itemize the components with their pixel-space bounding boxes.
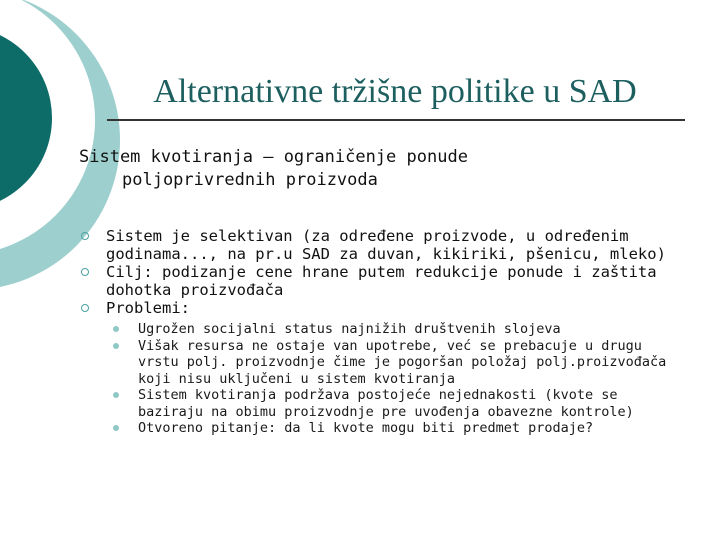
sub-bullet-text: Višak resursa ne ostaje van upotrebe, već se prebacuje u drugu vrstu polj. proizvodnje čime je pogoršan položaj polj.proizvođača koji nisu uključeni u sistem kvotiranja [138,337,667,387]
list-item [106,420,688,437]
sub-bullet-text: Ugrožen socijalni status najnižih društvenih slojeva [138,321,561,337]
sub-bullet-text: Sistem kvotiranja podržava postojeće nejednakosti (kvote se baziraju na obimu proizvodnje pre uvođenja obavezne kontrole) [138,387,634,420]
bullet-text: Sistem je selektivan (za određene proizvode, u određenim godinama..., na pr.u SAD za duvan, kikiriki, pšenicu, mleko) [106,227,666,263]
bullet-text: Problemi: [106,299,190,317]
list-item [106,338,688,388]
bullet-text: Cilj: podizanje cene hrane putem redukcije ponude i zaštita dohotka proizvođača [106,263,657,299]
dot-bullet-icon [113,392,119,398]
slide-title: Alternativne tržišne politike u SAD [153,73,637,110]
list-item [106,387,688,420]
list-item [78,299,688,437]
dot-bullet-icon [113,326,119,332]
list-item [78,227,688,263]
ring-bullet-icon [81,232,89,240]
title-divider [107,119,685,121]
list-item [106,321,688,338]
intro-heading [79,146,699,192]
intro-line-2: poljoprivrednih proizvoda [122,170,378,190]
ring-bullet-icon [81,304,89,312]
sub-bullet-list [106,321,688,437]
intro-line-1: Sistem kvotiranja – ograničenje ponude [79,147,468,167]
ring-bullet-icon [81,268,89,276]
dot-bullet-icon [113,425,119,431]
bullet-list [78,227,688,437]
sub-bullet-text: Otvoreno pitanje: da li kvote mogu biti predmet prodaje? [138,420,594,436]
dot-bullet-icon [113,343,119,349]
list-item [78,263,688,299]
